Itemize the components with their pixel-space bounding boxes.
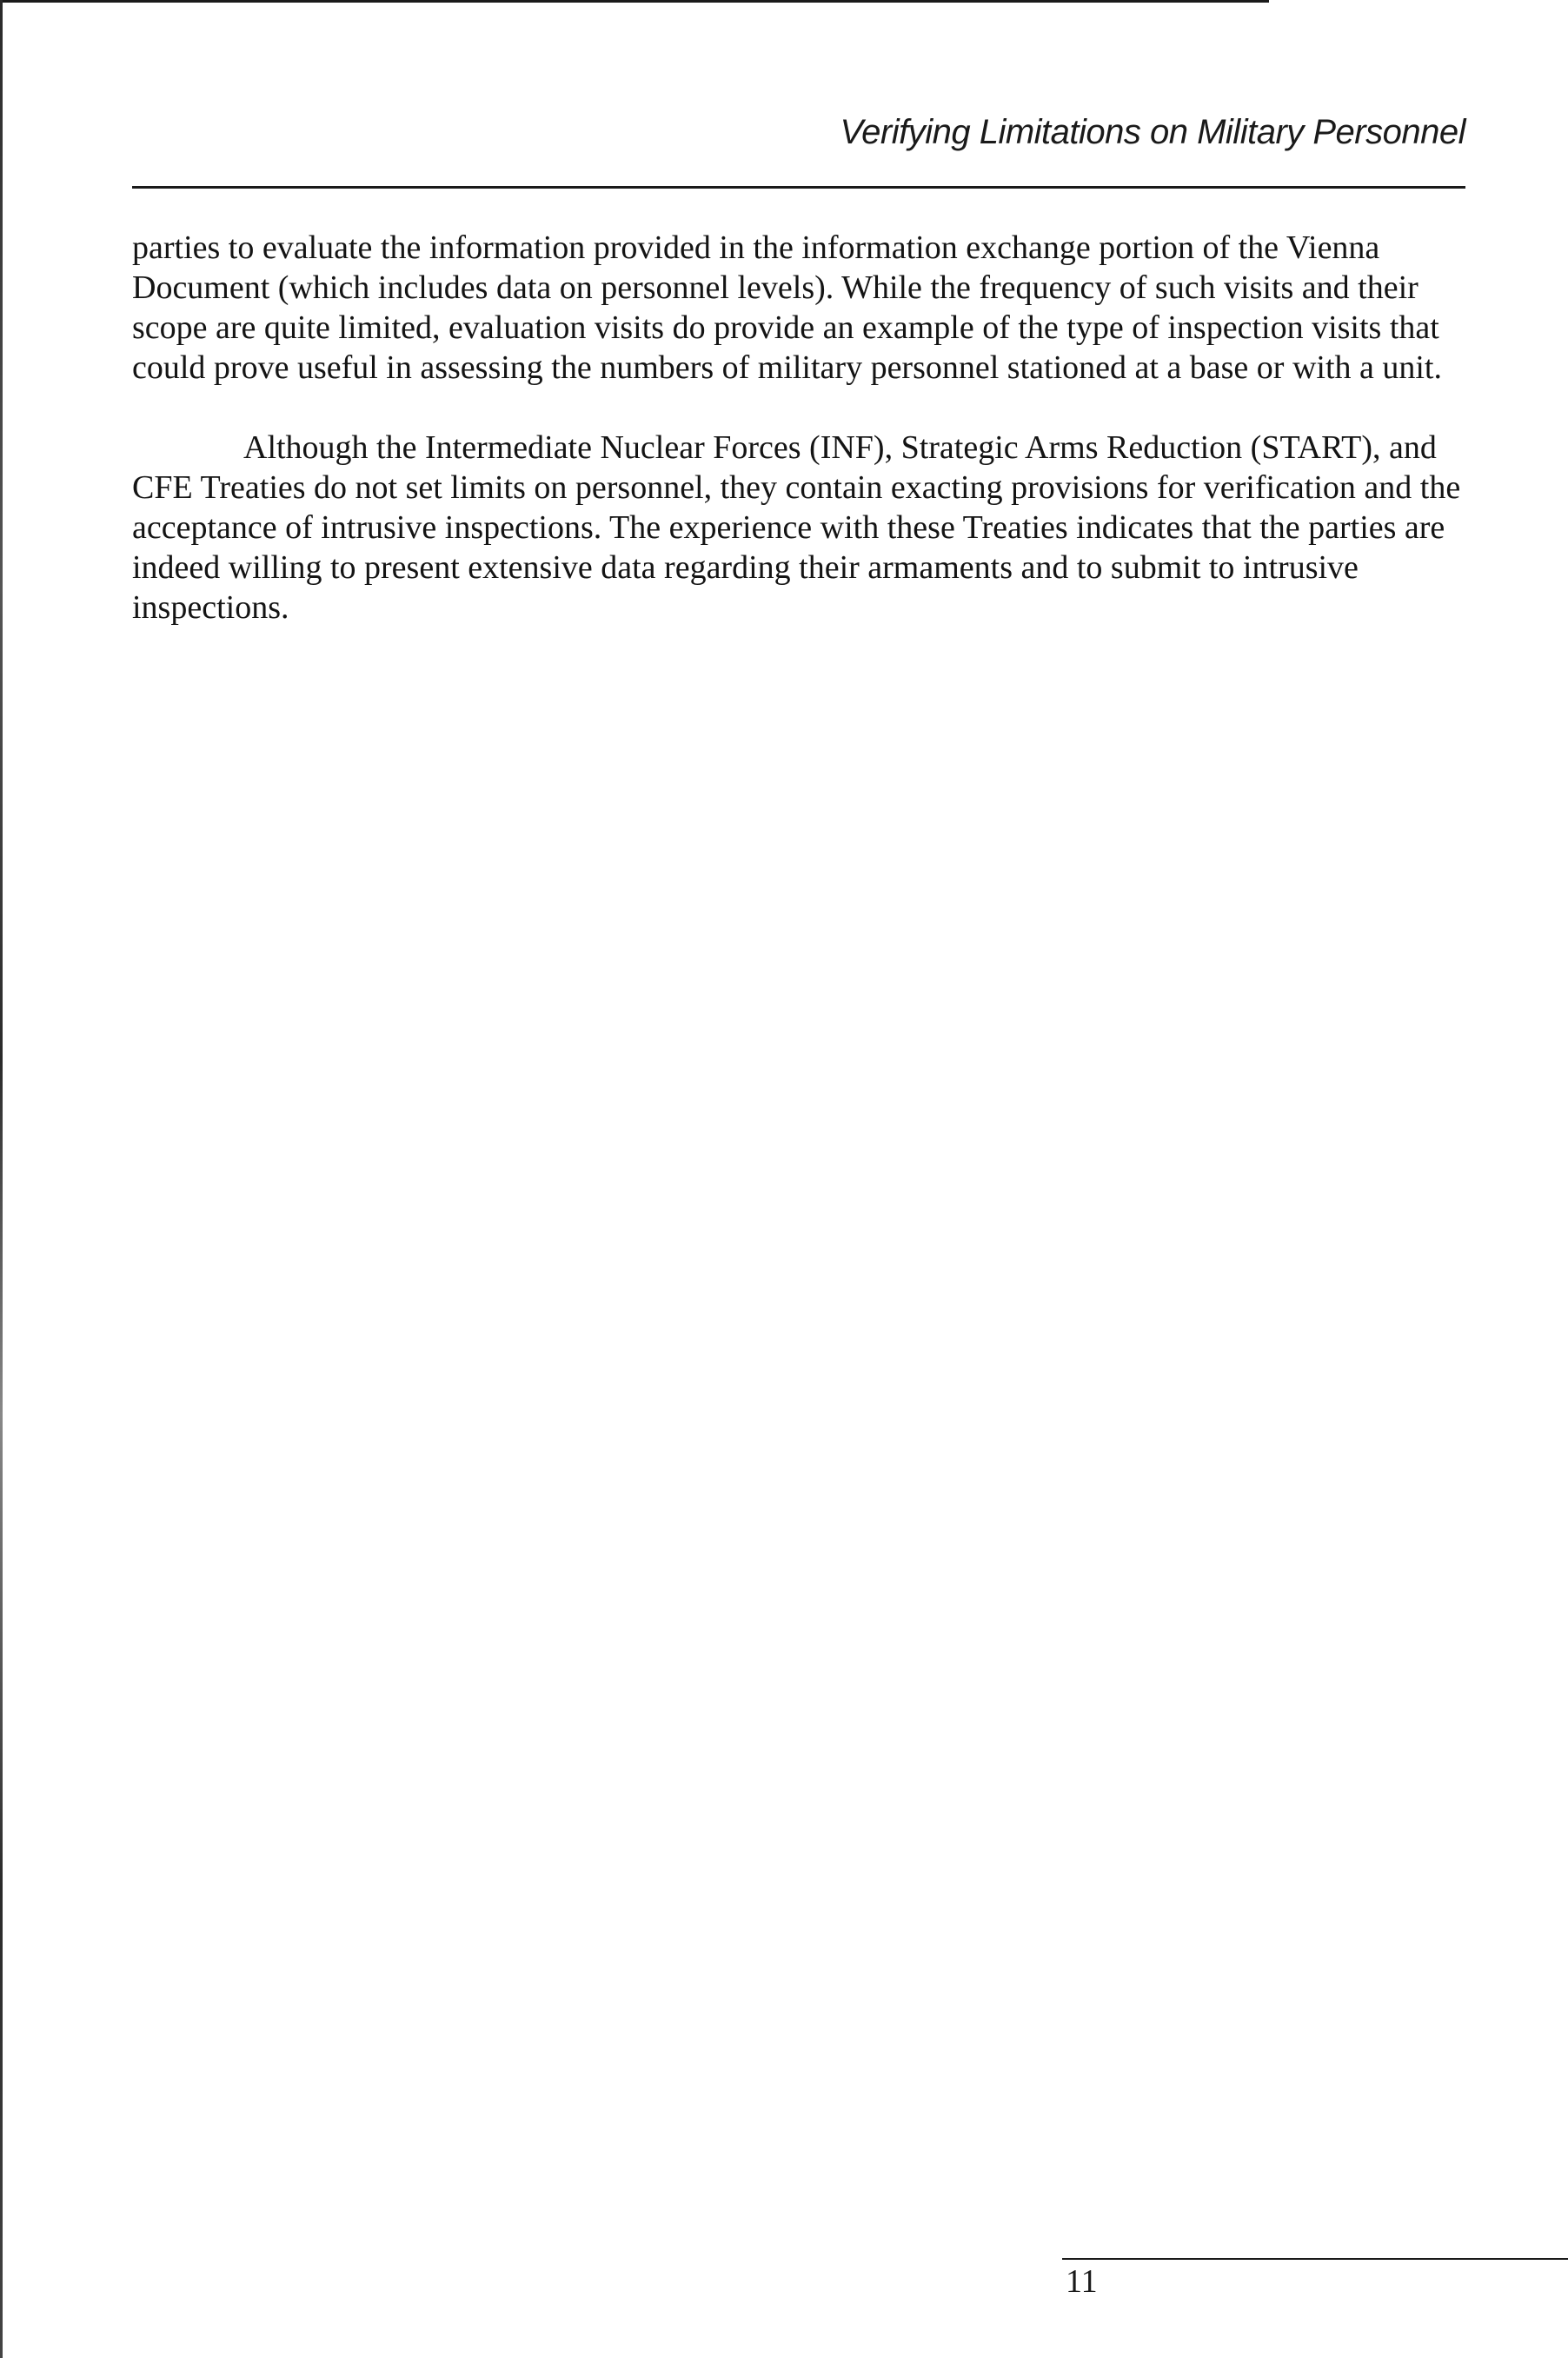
scan-left-edge xyxy=(0,0,3,2358)
page-number: 11 xyxy=(1066,2263,1098,2300)
body-text xyxy=(132,228,1471,628)
paragraph-1: parties to evaluate the information provided in the information exchange portion of the Vienna Document (which includes data on personnel levels). While the frequency of such visits and their scope are quite limited, evaluation visits do provide an example of the type of inspection visits that could prove useful in assessing the numbers of military personnel stationed at a base or with a unit. xyxy=(132,229,1442,386)
scan-top-edge xyxy=(0,0,1269,3)
footer-divider xyxy=(1062,2258,1568,2260)
header-divider xyxy=(132,186,1465,189)
paragraph-2: Although the Intermediate Nuclear Forces (INF), Strategic Arms Reduction (START), and CFE Treaties do not set limits on personnel, they contain exacting provisions for verification and the acceptance of intrusive inspections. The experience with these Treaties indicates that the parties are indeed willing to present extensive data regarding their armaments and to submit to intrusive inspections. xyxy=(132,429,1461,626)
running-header: Verifying Limitations on Military Personnel xyxy=(840,113,1465,151)
